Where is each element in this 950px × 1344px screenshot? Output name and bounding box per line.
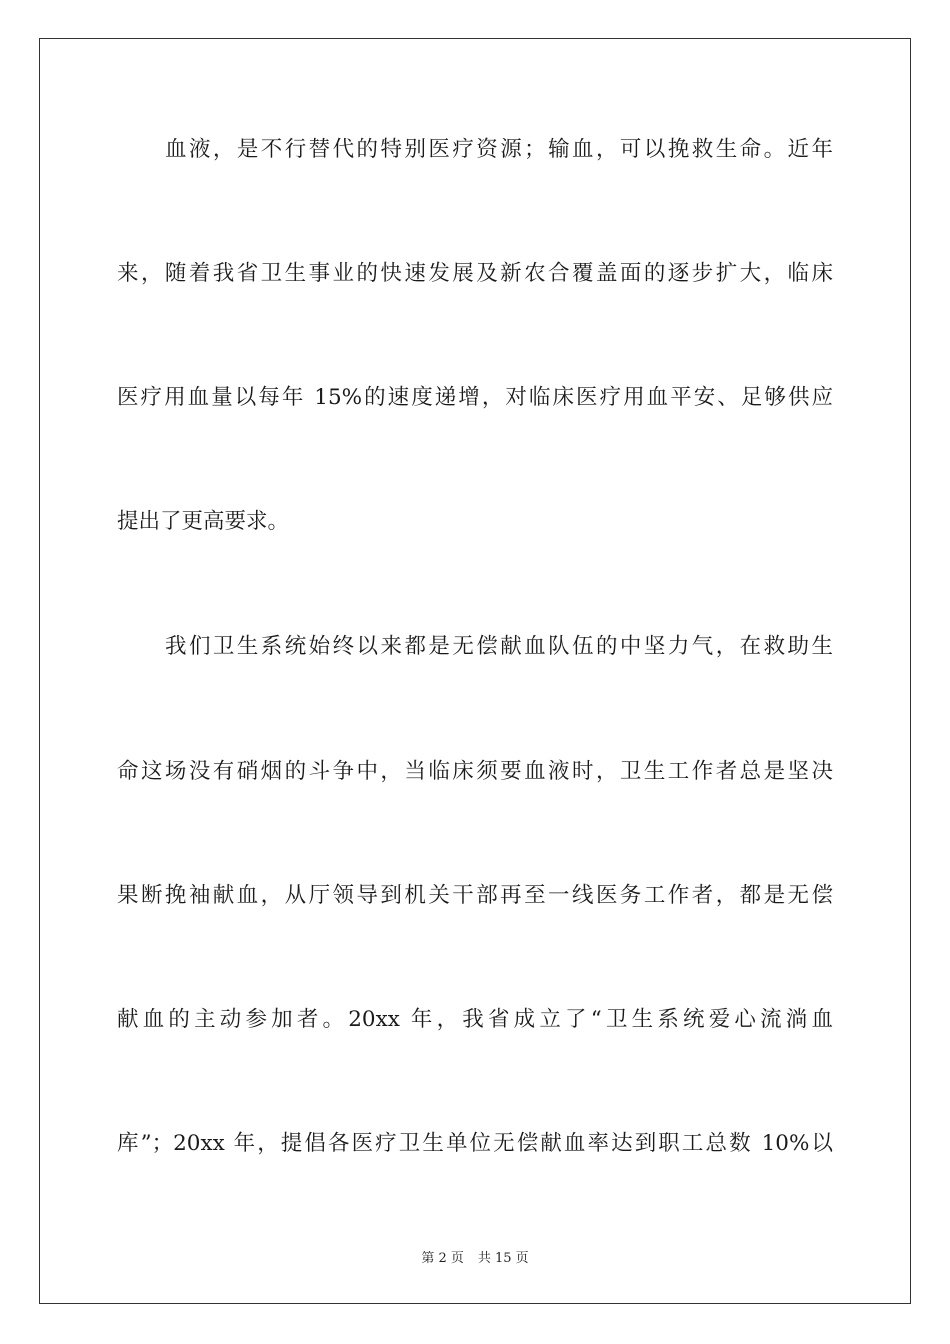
- page-frame: [39, 38, 911, 1304]
- page-footer: [0, 1247, 950, 1266]
- paragraph-1-line-3: 医疗用血量以每年 15%的速度递增，对临床医疗用血平安、足够供应: [117, 385, 833, 410]
- paragraph-2-line-5: 库”；20xx 年，提倡各医疗卫生单位无偿献血率达到职工总数 10%以: [117, 1131, 833, 1156]
- paragraph-1-line-4: 提出了更高要求。: [117, 509, 290, 534]
- paragraph-1-line-2: 来，随着我省卫生事业的快速发展及新农合覆盖面的逐步扩大，临床: [117, 261, 833, 286]
- paragraph-1-line-1: 血液，是不行替代的特别医疗资源；输血，可以挽救生命。近年: [165, 137, 833, 162]
- paragraph-2-line-3: 果断挽袖献血，从厅领导到机关干部再至一线医务工作者，都是无偿: [117, 883, 833, 908]
- page-total: 共 15 页: [477, 1251, 529, 1266]
- paragraph-2-line-1: 我们卫生系统始终以来都是无偿献血队伍的中坚力气，在救助生: [165, 634, 833, 659]
- paragraph-2-line-2: 命这场没有硝烟的斗争中，当临床须要血液时，卫生工作者总是坚决: [117, 759, 833, 784]
- page-number: 第 2 页: [421, 1251, 464, 1266]
- paragraph-2-line-4: 献血的主动参加者。20xx 年，我省成立了“卫生系统爱心流淌血: [117, 1007, 833, 1032]
